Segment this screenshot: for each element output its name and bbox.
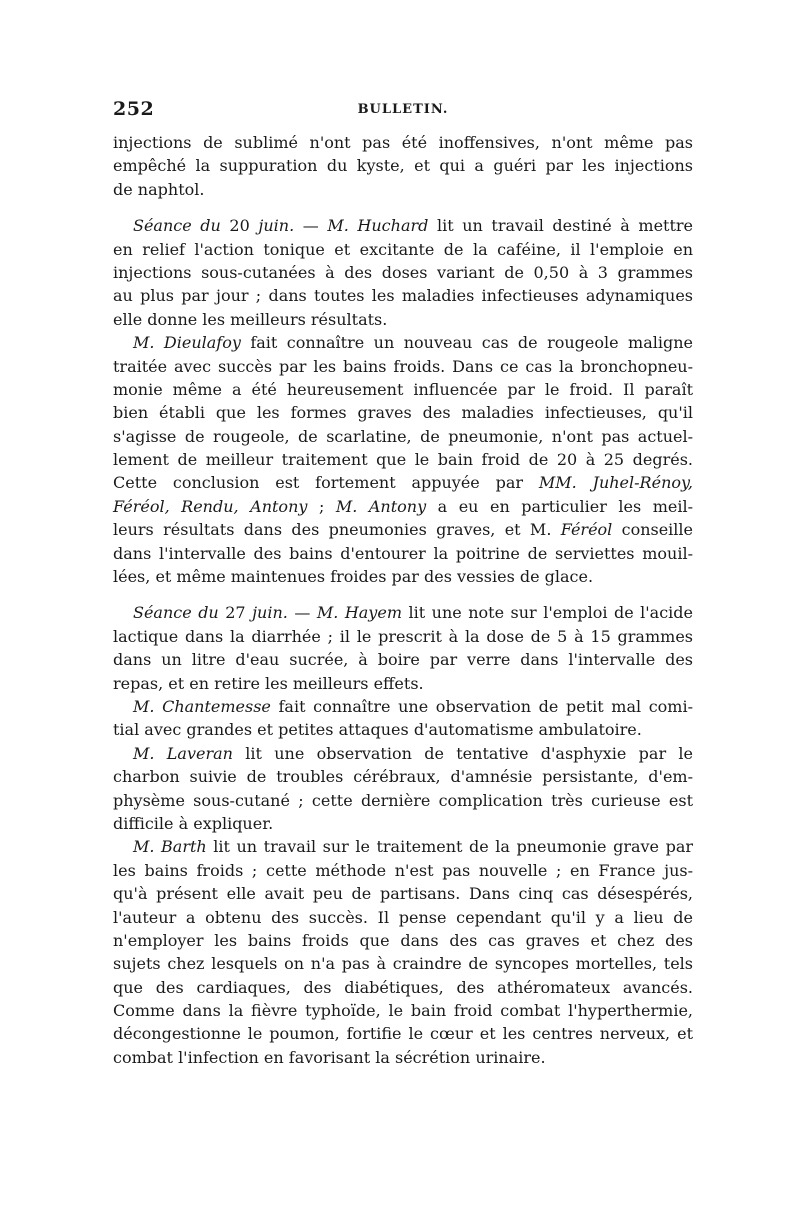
italic-text: Féréol	[560, 520, 613, 540]
text-run: lit un travail sur le traitement de la pneumonie grave par	[206, 837, 694, 857]
text-line	[113, 718, 693, 741]
text-line	[113, 742, 693, 765]
text-run: l'auteur a obtenu des succès. Il pense cependant qu'il y a lieu de	[113, 907, 693, 927]
text-line	[113, 178, 693, 201]
section-gap	[113, 201, 693, 214]
text-line	[113, 625, 693, 648]
paragraph	[113, 695, 693, 742]
italic-text: Séance du	[133, 603, 219, 623]
paragraph	[113, 331, 693, 588]
text-line	[113, 355, 693, 378]
text-run: dans un litre d'eau sucrée, à boire par verre dans l'intervalle des	[113, 650, 693, 670]
text-line	[113, 976, 693, 999]
italic-text: M. Dieulafoy	[133, 333, 241, 353]
text-run: au plus par jour ; dans toutes les maladies infectieuses adynamiques	[113, 286, 693, 306]
text-run: fait connaître une observation de petit mal comi-	[270, 696, 694, 716]
paragraph	[113, 131, 693, 201]
body-text	[113, 131, 693, 1069]
text-line	[113, 448, 693, 471]
section-gap	[113, 588, 693, 601]
italic-text: juin.	[258, 216, 295, 236]
text-run: n'employer les bains froids que dans des cas graves et chez des	[113, 930, 693, 950]
text-run: en relief l'action tonique et excitante de la caféine, il l'emploie en	[113, 239, 693, 259]
text-line	[113, 131, 693, 154]
italic-text: M. Hayem	[316, 603, 402, 623]
text-run: empêché la suppuration du kyste, et qui a guéri par les injections	[113, 156, 693, 176]
text-line	[113, 812, 693, 835]
text-run: 27	[218, 603, 253, 623]
text-run: injections de sublimé n'ont pas été inoffensives, n'ont même pas	[113, 133, 693, 152]
text-line	[113, 695, 693, 718]
text-run: sujets chez lesquels on n'a pas à craindre de syncopes mortelles, tels	[113, 954, 693, 974]
text-line	[113, 238, 693, 261]
text-run: 20	[220, 216, 259, 236]
text-run: lit une observation de tentative d'asphyxie par le	[232, 743, 694, 763]
text-line	[113, 331, 693, 354]
text-run: fait connaître un nouveau cas de rougeole maligne	[240, 333, 693, 353]
text-run: ;	[307, 496, 336, 516]
italic-text: Séance du	[133, 216, 221, 236]
text-line	[113, 835, 693, 858]
italic-text: M. Laveran	[133, 743, 233, 763]
text-line	[113, 765, 693, 788]
text-run: monie même a été heureusement influencée par le froid. Il paraît	[113, 379, 693, 399]
text-run: traitée avec succès par les bains froids. Dans ce cas la bronchopneu-	[113, 356, 693, 376]
text-run: lactique dans la diarrhée ; il le prescrit à la dose de 5 à 15 grammes	[113, 626, 693, 646]
text-run: —	[287, 603, 317, 623]
text-line	[113, 929, 693, 952]
italic-text: juin.	[252, 603, 288, 623]
paragraph	[113, 742, 693, 836]
text-run: de naphtol.	[113, 179, 205, 199]
text-run: repas, et en retire les meilleurs effets.	[113, 673, 424, 693]
italic-text: M. Chantemesse	[133, 696, 271, 716]
text-run: physème sous-cutané ; cette dernière complication très curieuse est	[113, 790, 693, 810]
text-line	[113, 214, 693, 237]
text-line	[113, 471, 693, 494]
text-run: Cette conclusion est fortement appuyée par	[113, 473, 539, 493]
text-line	[113, 261, 693, 284]
text-line	[113, 882, 693, 905]
page-number: 252	[113, 98, 155, 120]
text-run: conseille	[612, 520, 693, 540]
italic-text: Féréol, Rendu, Antony	[113, 496, 308, 516]
paragraph	[113, 601, 693, 695]
text-line	[113, 672, 693, 695]
italic-text: M. Barth	[133, 837, 207, 857]
text-line	[113, 401, 693, 424]
text-line	[113, 601, 693, 624]
text-run: bien établi que les formes graves des maladies infectieuses, qu'il	[113, 403, 693, 423]
text-run: leurs résultats dans des pneumonies graves, et M.	[113, 520, 561, 540]
text-run: elle donne les meilleurs résultats.	[113, 309, 388, 329]
paragraph	[113, 214, 693, 331]
text-line	[113, 425, 693, 448]
text-run: les bains froids ; cette méthode n'est pas nouvelle ; en France jus-	[113, 860, 693, 880]
text-line	[113, 495, 693, 518]
text-run: combat l'infection en favorisant la sécrétion urinaire.	[113, 1047, 546, 1067]
text-run: a eu en particulier les meil-	[426, 496, 694, 516]
text-run: décongestionne le poumon, fortifie le cœur et les centres nerveux, et	[113, 1024, 693, 1044]
text-line	[113, 952, 693, 975]
text-line	[113, 906, 693, 929]
text-line	[113, 999, 693, 1022]
text-run: —	[294, 216, 328, 236]
text-run: dans l'intervalle des bains d'entourer la poitrine de serviettes mouil-	[113, 543, 693, 563]
paragraph	[113, 835, 693, 1069]
text-line	[113, 789, 693, 812]
text-line	[113, 859, 693, 882]
italic-text: MM. Juhel-Rénoy,	[538, 473, 694, 493]
text-line	[113, 542, 693, 565]
italic-text: M. Antony	[335, 496, 427, 516]
text-run: lées, et même maintenues froides par des vessies de glace.	[113, 567, 594, 587]
page-header	[113, 98, 693, 126]
text-run: charbon suivie de troubles cérébraux, d'amnésie persistante, d'em-	[113, 767, 693, 787]
text-run: tial avec grandes et petites attaques d'automatisme ambulatoire.	[113, 720, 642, 740]
text-run: difficile à expliquer.	[113, 813, 274, 833]
text-line	[113, 308, 693, 331]
text-run: lement de meilleur traitement que le bain froid de 20 à 25 degrés.	[113, 450, 693, 470]
text-run: qu'à présent elle avait peu de partisans. Dans cinq cas désespérés,	[113, 884, 693, 904]
text-line	[113, 518, 693, 541]
text-line	[113, 378, 693, 401]
running-head: BULLETIN.	[357, 102, 449, 117]
text-line	[113, 1046, 693, 1069]
text-line	[113, 284, 693, 307]
text-line	[113, 154, 693, 177]
text-line	[113, 648, 693, 671]
text-run: que des cardiaques, des diabétiques, des athéromateux avancés.	[113, 977, 693, 997]
text-run: lit une note sur l'emploi de l'acide	[402, 603, 693, 623]
text-run: s'agisse de rougeole, de scarlatine, de pneumonie, n'ont pas actuel-	[113, 426, 693, 446]
text-run: Comme dans la fièvre typhoïde, le bain froid combat l'hyperthermie,	[113, 1001, 693, 1021]
text-line	[113, 1022, 693, 1045]
text-line	[113, 565, 693, 588]
text-run: lit un travail destiné à mettre	[428, 216, 694, 236]
italic-text: M. Huchard	[327, 216, 429, 236]
text-run: injections sous-cutanées à des doses variant de 0,50 à 3 grammes	[113, 262, 693, 282]
